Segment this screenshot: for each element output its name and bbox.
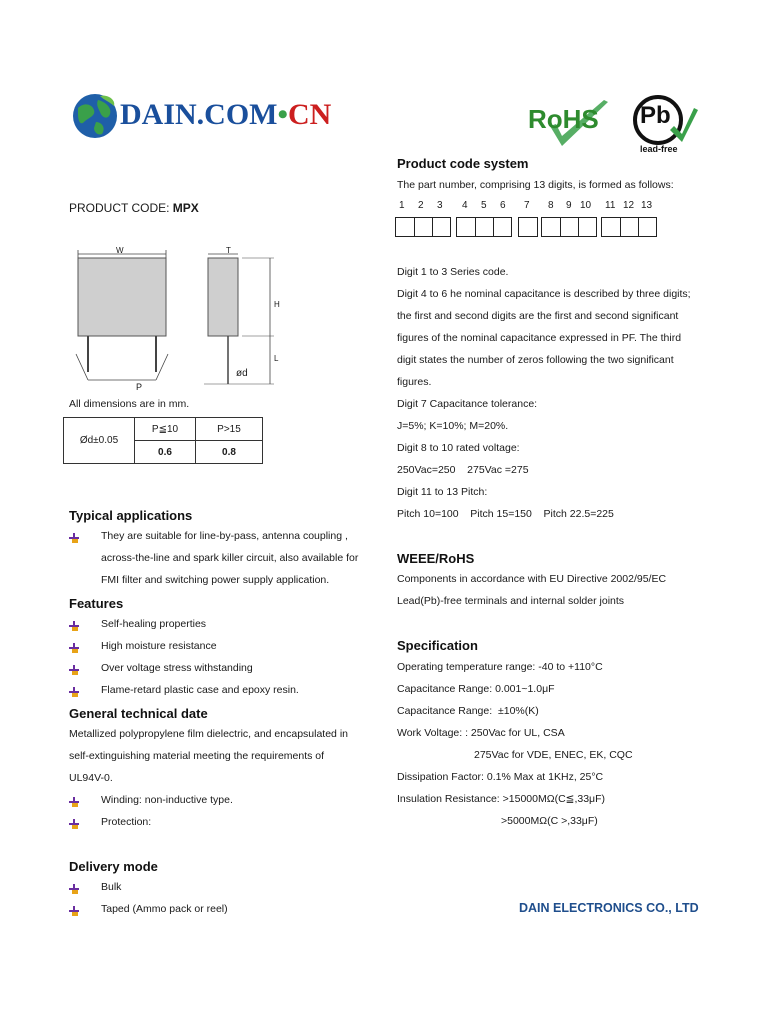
table-val-1: 0.6	[135, 441, 196, 464]
code-system-intro: The part number, comprising 13 digits, is formed as follows:	[397, 179, 674, 191]
general-line: UL94V-0.	[69, 772, 113, 784]
general-item: Winding: non-inductive type.	[101, 794, 233, 806]
bullet-icon	[69, 819, 79, 829]
digit-box-group	[518, 217, 538, 237]
spec-line: Insulation Resistance: >15000MΩ(C≦,33μF)	[397, 793, 606, 805]
lead-free-badge	[630, 94, 700, 156]
company-logo	[70, 92, 340, 140]
bullet-icon	[69, 621, 79, 631]
spec-line: Operating temperature range: -40 to +110°C	[397, 661, 603, 673]
code-line: the first and second digits are the first and second significant	[397, 310, 679, 322]
spec-line: Dissipation Factor: 0.1% Max at 1KHz, 25°C	[397, 771, 604, 783]
general-line: self-extinguishing material meeting the requirements of	[69, 750, 325, 762]
feature-item: Flame-retard plastic case and epoxy resin.	[101, 684, 299, 696]
features-heading: Features	[69, 596, 124, 611]
dim-h-label: H	[274, 300, 280, 309]
digit-number: 5	[481, 200, 487, 211]
feature-item: Over voltage stress withstanding	[101, 662, 253, 674]
table-val-2: 0.8	[196, 441, 263, 464]
company-footer: DAIN ELECTRONICS CO., LTD	[519, 901, 699, 915]
feature-item: Self-healing properties	[101, 618, 207, 630]
weee-line: Components in accordance with EU Directive 2002/95/EC	[397, 573, 667, 585]
dim-l-label: L	[274, 354, 279, 363]
bullet-icon	[69, 665, 79, 675]
rohs-badge	[528, 98, 614, 150]
code-line: J=5%; K=10%; M=20%.	[397, 420, 509, 432]
bullet-icon	[69, 687, 79, 697]
table-col-2: P>15	[196, 418, 263, 441]
typical-heading: Typical applications	[69, 508, 193, 523]
digit-number: 13	[641, 200, 653, 211]
table-col-1: P≦10	[135, 418, 196, 441]
globe-icon	[70, 92, 120, 140]
digit-number: 2	[418, 200, 424, 211]
bullet-icon	[69, 533, 79, 543]
bullet-icon	[69, 797, 79, 807]
feature-item: High moisture resistance	[101, 640, 217, 652]
bullet-icon	[69, 884, 79, 894]
code-line: Pitch 10=100 Pitch 15=150 Pitch 22.5=225	[397, 508, 614, 520]
capacitor-diagram	[62, 244, 292, 394]
digit-number: 10	[580, 200, 592, 211]
general-line: Metallized polypropylene film dielectric, and encapsulated in	[69, 728, 348, 740]
bullet-icon	[69, 643, 79, 653]
spec-heading: Specification	[397, 638, 478, 653]
code-line: Digit 7 Capacitance tolerance:	[397, 398, 538, 410]
spec-line: >5000MΩ(C >,33μF)	[501, 815, 598, 827]
code-line: figures.	[397, 376, 432, 388]
code-system-heading: Product code system	[397, 156, 529, 171]
table-row-label: Ød±0.05	[64, 418, 135, 464]
rohs-text: RoHS	[528, 104, 599, 134]
digit-number: 9	[566, 200, 572, 211]
product-code-value: MPX	[172, 201, 199, 215]
digit-number: 11	[605, 200, 616, 211]
general-item: Protection:	[101, 816, 152, 828]
digit-box-group	[541, 217, 597, 237]
digit-number: 6	[500, 200, 506, 211]
dim-t-label: T	[226, 246, 231, 255]
digit-number: 8	[548, 200, 554, 211]
typical-line: FMI filter and switching power supply application.	[101, 574, 330, 586]
spec-line: Work Voltage: : 250Vac for UL, CSA	[397, 727, 565, 739]
code-line: Digit 11 to 13 Pitch:	[397, 486, 488, 498]
spec-line: 275Vac for VDE, ENEC, EK, CQC	[474, 749, 633, 761]
dim-d-label: ød	[236, 368, 248, 379]
digit-number: 12	[623, 200, 635, 211]
digit-box-group	[456, 217, 512, 237]
typical-line: They are suitable for line-by-pass, antenna coupling ,	[101, 530, 348, 542]
code-line: digit states the number of zeros following the two significant	[397, 354, 674, 366]
code-line: Digit 8 to 10 rated voltage:	[397, 442, 520, 454]
spec-line: Capacitance Range: ±10%(K)	[397, 705, 539, 717]
delivery-item: Taped (Ammo pack or reel)	[101, 903, 228, 915]
digit-number: 1	[399, 200, 405, 211]
code-line: 250Vac=250 275Vac =275	[397, 464, 529, 476]
logo-suffix: CN	[288, 98, 332, 131]
digit-number: 3	[437, 200, 443, 211]
dimensions-note: All dimensions are in mm.	[69, 398, 190, 410]
weee-heading: WEEE/RoHS	[397, 551, 475, 566]
delivery-heading: Delivery mode	[69, 859, 158, 874]
bullet-icon	[69, 906, 79, 916]
logo-dot: •	[277, 98, 289, 131]
product-code	[69, 201, 199, 215]
code-line: Digit 4 to 6 he nominal capacitance is described by three digits;	[397, 288, 691, 300]
logo-text: DAIN.COM	[120, 98, 278, 131]
digit-numbers	[397, 200, 667, 214]
dim-w-label: W	[116, 246, 124, 255]
dim-p-label: P	[136, 382, 143, 392]
delivery-item: Bulk	[101, 881, 122, 893]
code-line: figures of the nominal capacitance expressed in PF. The third	[397, 332, 682, 344]
code-line: Digit 1 to 3 Series code.	[397, 266, 509, 278]
digit-box-group	[395, 217, 451, 237]
capacitor-drawing	[62, 244, 292, 394]
spec-line: Capacitance Range: 0.001~1.0μF	[397, 683, 555, 695]
lead-free-text: lead-free	[640, 144, 678, 154]
typical-line: across-the-line and spark killer circuit, also available for	[101, 552, 359, 564]
lead-diameter-table	[63, 417, 263, 464]
weee-line: Lead(Pb)-free terminals and internal solder joints	[397, 595, 625, 607]
digit-number: 4	[462, 200, 468, 211]
digit-box-group	[601, 217, 657, 237]
general-heading: General technical date	[69, 706, 208, 721]
pb-text: Pb	[640, 102, 671, 129]
digit-number: 7	[524, 200, 530, 211]
product-code-label: PRODUCT CODE:	[69, 201, 173, 215]
